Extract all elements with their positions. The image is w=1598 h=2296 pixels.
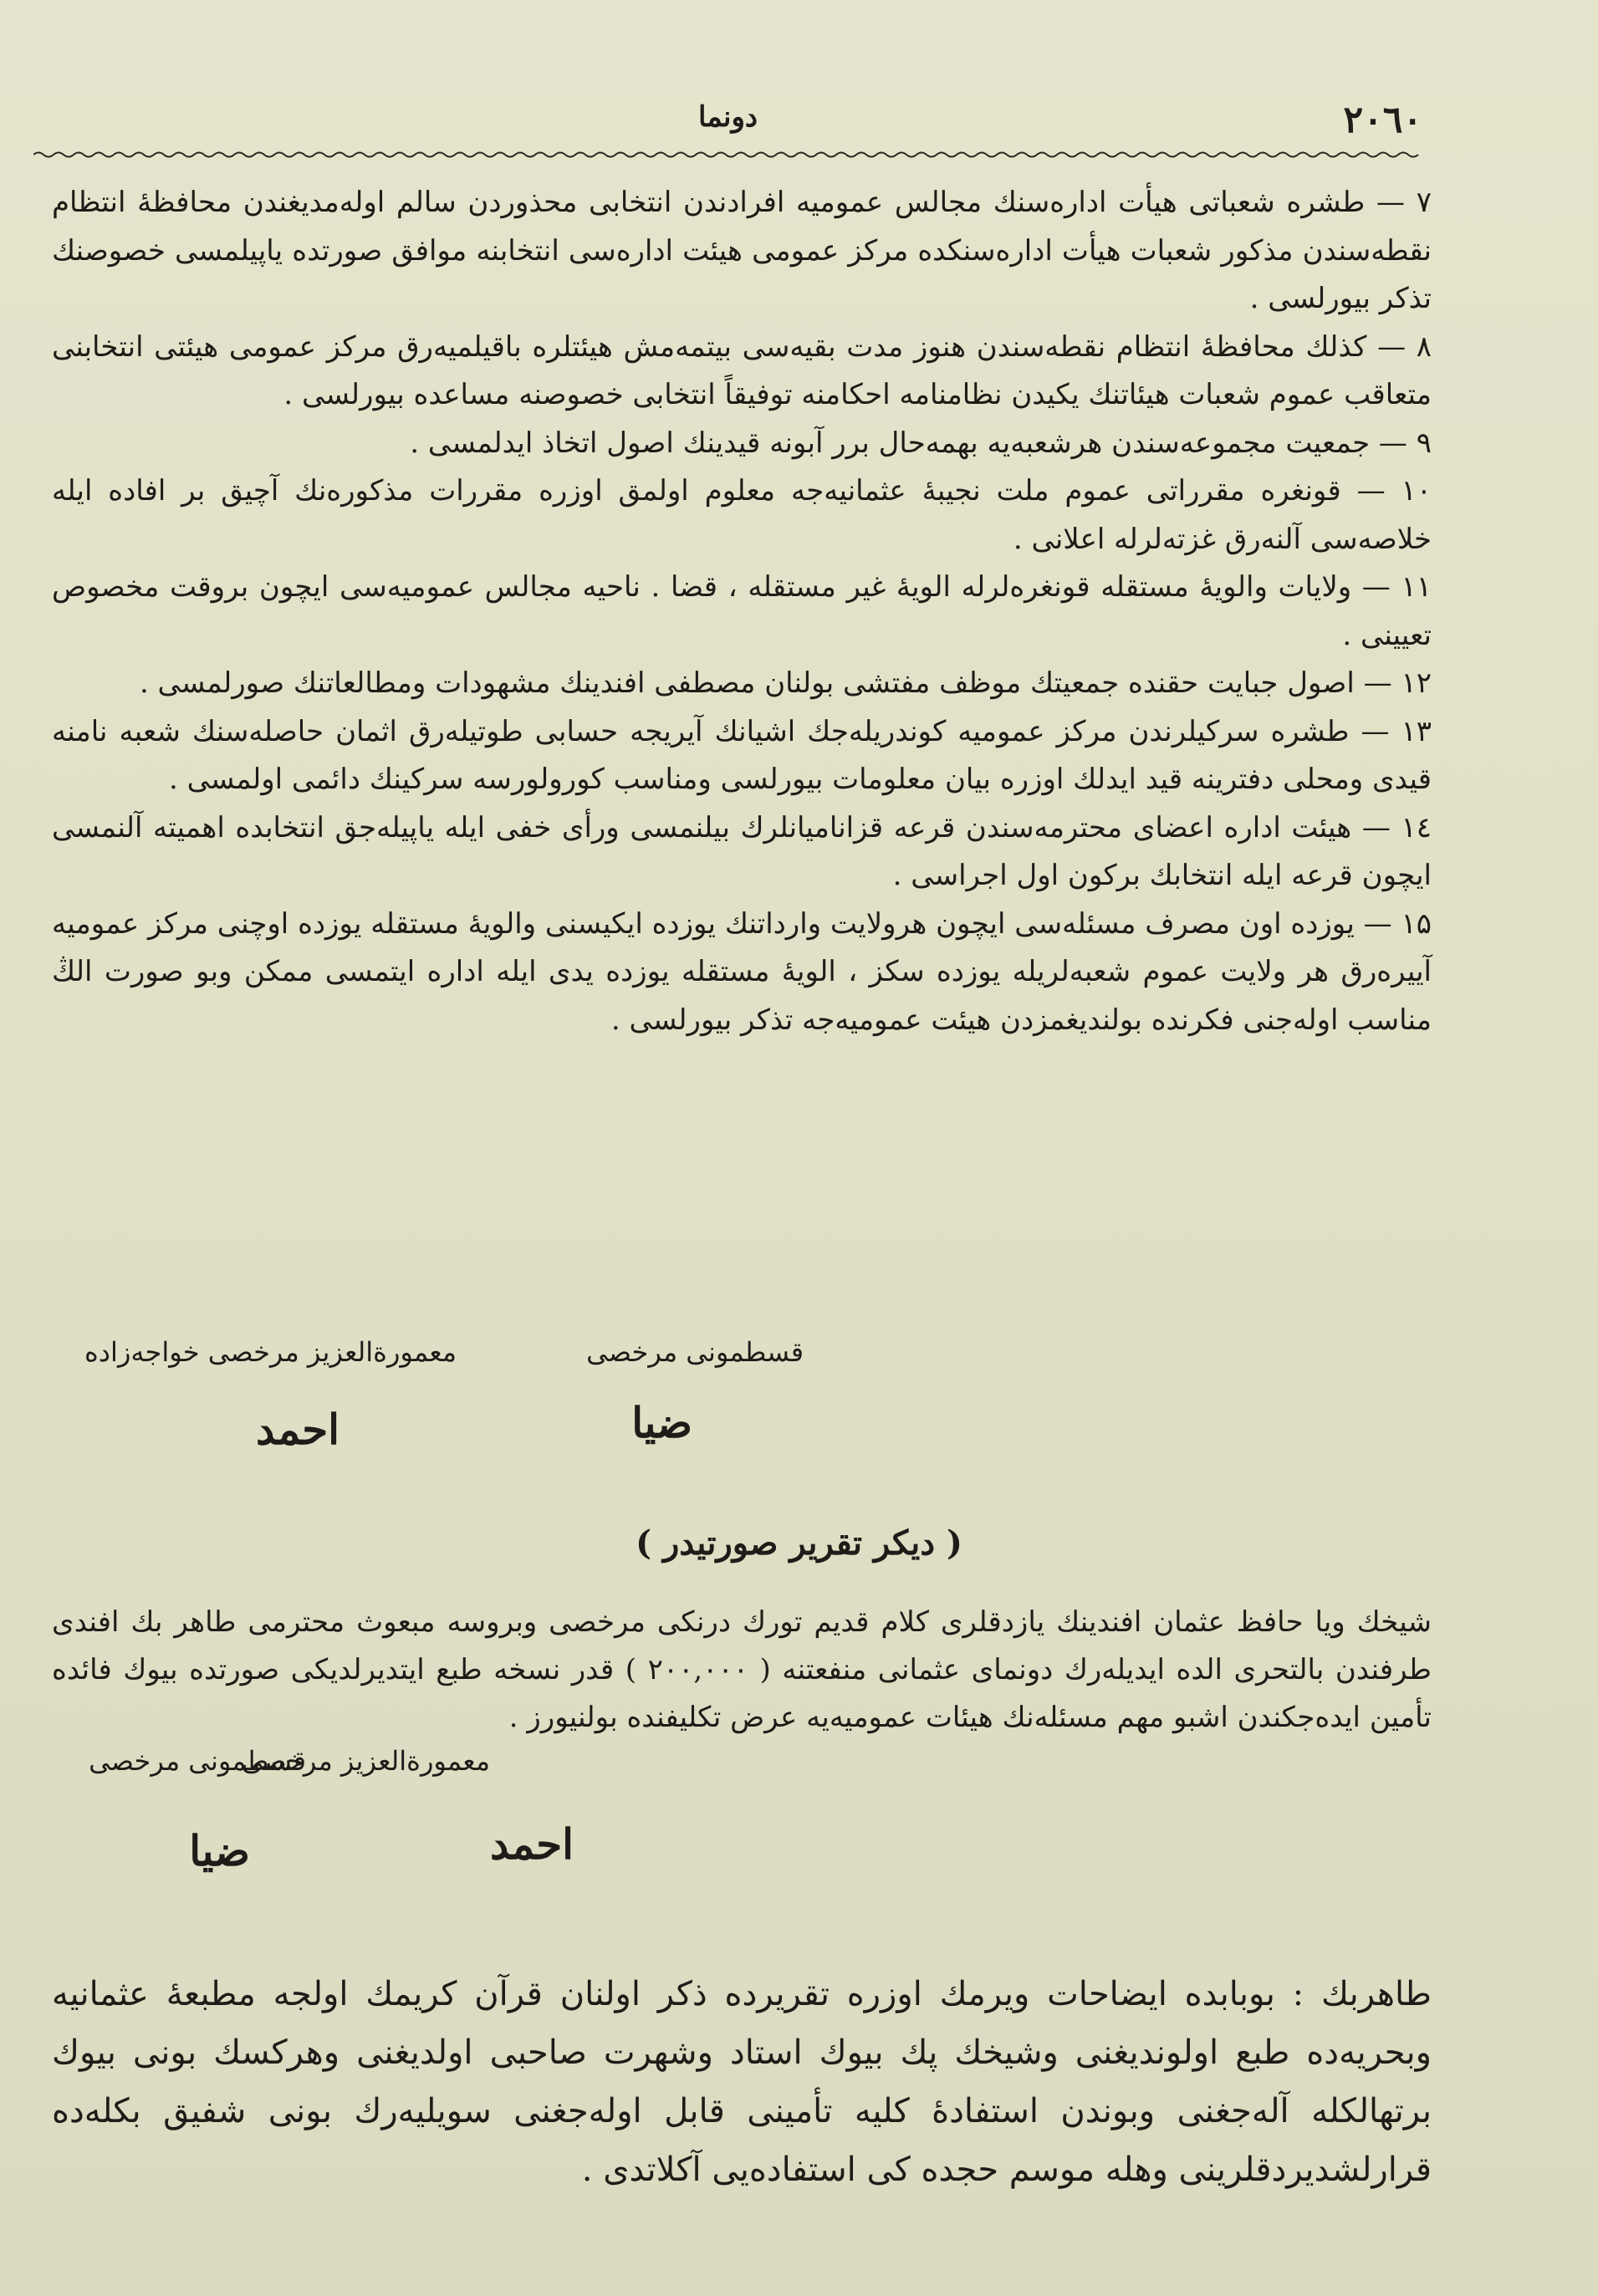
article-14: ۱٤ — هیئت اداره اعضای محترمەسندن قرعه قزانامیانلرك بیلنمسی ورأی خفی ایله یاپیلەجق انتخابده اهمیته آلنمسی ایچون قرعه ایله انتخابك بركون اول اجراسی . (52, 810, 1432, 892)
article-12: ۱۲ — اصول جبایت حقنده جمعیتك موظف مفتشی بولنان مصطفی افندینك مشهودات ومطالعاتنك صورلمسی . (139, 666, 1432, 700)
signature-name-ahmed-2: احمد (490, 1819, 574, 1869)
signature-title-kastamonu: قسطمونی مرخصی (586, 1336, 804, 1368)
page-header (33, 99, 1422, 149)
running-title: دونما (697, 100, 758, 134)
tahir-bey-speech: طاهربك : بوبابده ایضاحات ویرمك اوزره تقریرده ذكر اولنان قرآن كریمك اولجه مطبعهٔ عثمانیه وبحریەده طبع اولوندیغنی وشیخك پك بیوك استاد وشهرت صاحبی اولدیغنی وهركسك بونی بیوك برتهالكله آلەجغنی وبوندن استفادهٔ كلیه تأمینی قابل اولەجغنی سویلیەرك بونی شفیق بكلەده قرارلشدیردقلرینی وهله موسم حجده كی استفادەیی آكلاتدی . (52, 1975, 1432, 2189)
articles-list (52, 179, 1432, 1044)
signature-titles-2 (0, 1745, 1598, 1787)
article-9: ۹ — جمعیت مجموعەسندن هرشعبەیه بهمەحال برر آبونه قیدینك اصول اتخاذ ایدلمسی . (410, 426, 1432, 460)
header-rule (33, 149, 1426, 161)
signature-name-ahmed: احمد (256, 1405, 340, 1454)
signature-titles-1 (0, 1336, 1598, 1378)
article-10: ۱۰ — قونغره مقرراتی عموم ملت نجیبهٔ عثمانیەجه معلوم اولمق اوزره مقررات مذكورەنك آچیق بر افاده ایله خلاصەسی آلنەرق غزتەلرله اعلانی . (52, 474, 1432, 556)
article-11: ۱۱ — ولایات والویهٔ مستقله قونغرەلرله الویهٔ غیر مستقله ، قضا . ناحیه مجالس عمومیەسی ایچون بروقت مخصوص تعیینی . (52, 570, 1432, 652)
signature-title-mamuretulaziz-2: معمورةالعزیز مرخصی (241, 1745, 490, 1777)
signature-title-kastamonu-2: قسطمونی مرخصی (89, 1745, 306, 1777)
section-heading: ( دیكر تقریر صورتیدر ) (636, 1523, 962, 1563)
signature-title-mamuretulaziz: معمورةالعزیز مرخصی خواجەزاده (84, 1336, 457, 1368)
second-report-text: شیخك ویا حافظ عثمان افندینك یازدقلری كلام قدیم تورك درنكی مرخصی وبروسه مبعوث محترمی طاهر بك افندی طرفندن بالتحری الده ایدیلەرك دونمای عثمانی منفعتنه ( ۲۰۰,۰۰۰ ) قدر نسخه طبع ایتدیرلدیكی صورتده بیوك فائده تأمین ایدەجكندن اشبو مهم مسئلەنك هیئات عمومیەیه عرض تكلیفنده بولنیورز . (52, 1605, 1432, 1734)
article-8: ۸ — كذلك محافظهٔ انتظام نقطەسندن هنوز مدت بقیەسی بیتمەمش هیئتلره باقیلمیەرق مركز عمومی هیئتی انتخابنی متعاقب عموم شعبات هیئاتنك یكیدن نظامنامه احكامنه توفیقاً انتخابی خصوصنه مساعده بیورلسی . (52, 329, 1432, 411)
page-number: ۲۰٦۰ (1343, 99, 1422, 141)
article-13: ۱۳ — طشره سركیلرندن مركز عمومیه كوندریلەجك اشیانك آیریجه حسابی طوتیلەرق اثمان حاصلەسنك شعبه نامنه قیدی ومحلی دفترینه قید ایدلك اوزره بیان معلومات بیورلسی ومناسب كورولورسه سركینك دائمی اولمسی . (52, 714, 1432, 796)
article-7: ۷ — طشره شعباتی هیأت ادارەسنك مجالس عمومیه افرادندن انتخابی محذوردن سالم اولەمدیغندن محافظهٔ انتظام نقطەسندن مذكور شعبات هیأت ادارەسنكده مركز عمومی هیئت ادارەسی انتخابنه موافق صورتده یاپیلمسی خصوصنك تذكر بیورلسی . (52, 186, 1432, 315)
article-15: ۱۵ — یوزده اون مصرف مسئلەسی ایچون هرولایت وارداتنك یوزده ایكیسنی والویهٔ مستقله یوزده اوچنی مركز عمومیه آییرەرق هر ولایت عموم شعبەلریله یوزده سكز ، الویهٔ مستقله یوزده یدی ایله اداره ایتمسی ممكن وبو صورت الڭ مناسب اولەجنی فكرنده بولندیغمزدن هیئت عمومیەجه تذكر بیورلسی . (52, 906, 1432, 1037)
signature-name-ziya-2: ضیا (189, 1826, 250, 1875)
signature-name-ziya: ضیا (631, 1398, 692, 1447)
